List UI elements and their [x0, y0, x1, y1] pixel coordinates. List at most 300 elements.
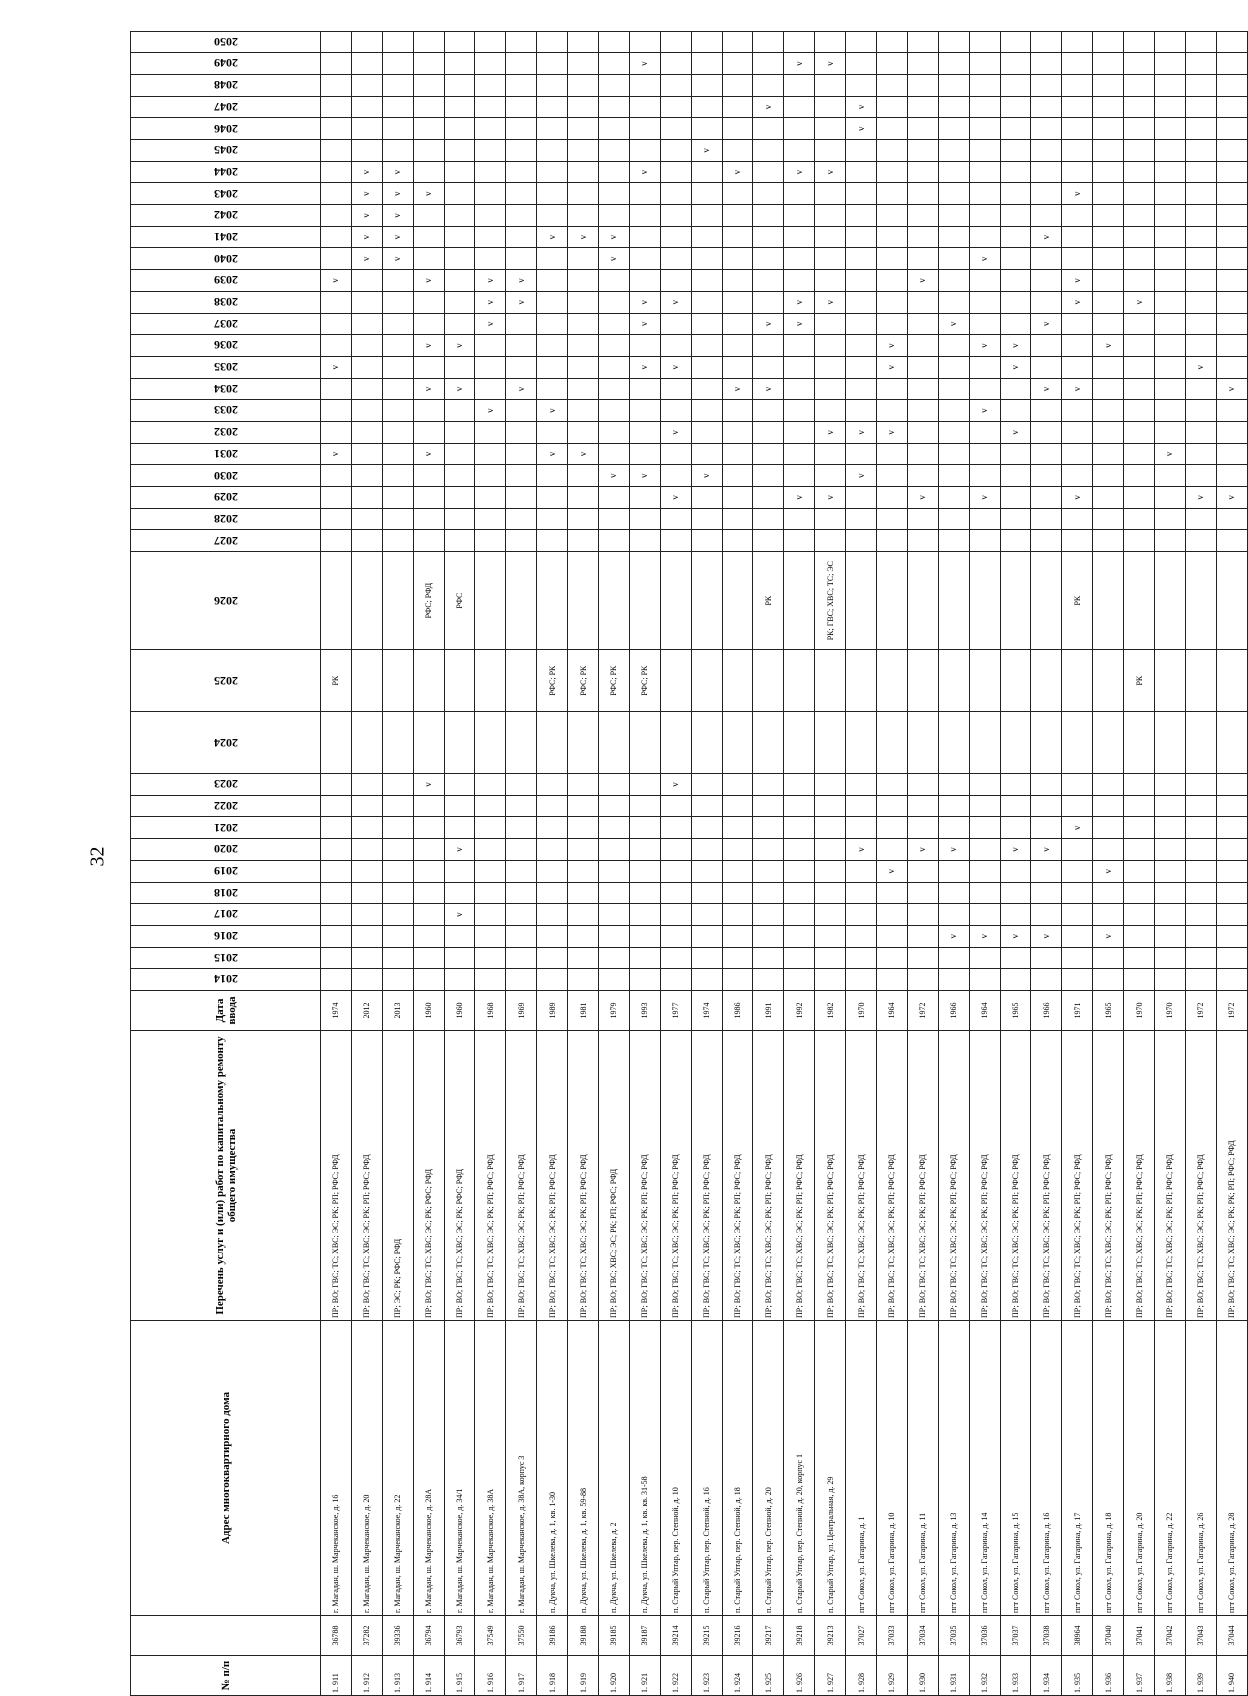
- empty-year-cell: [1216, 313, 1247, 335]
- cell-address: п. Дукча, ул. Шкелева, д. 2: [599, 1321, 630, 1616]
- empty-year-cell: [1062, 904, 1093, 926]
- empty-year-cell: [568, 270, 599, 292]
- empty-year-cell: [1062, 860, 1093, 882]
- empty-year-cell: [1185, 118, 1216, 140]
- empty-year-cell: [691, 335, 722, 357]
- empty-year-cell: [537, 313, 568, 335]
- empty-year-cell: [1031, 552, 1062, 650]
- empty-year-cell: [537, 882, 568, 904]
- empty-year-cell: [1155, 508, 1186, 530]
- empty-year-cell: [475, 226, 506, 248]
- empty-year-cell: [321, 817, 352, 839]
- cell-num: 1. 923: [691, 1656, 722, 1696]
- empty-year-cell: [506, 650, 537, 712]
- empty-year-cell: [907, 530, 938, 552]
- empty-year-cell: [969, 552, 1000, 650]
- empty-year-cell: [907, 118, 938, 140]
- empty-year-cell: [444, 650, 475, 712]
- empty-year-cell: [1155, 118, 1186, 140]
- empty-year-cell: [1216, 75, 1247, 97]
- empty-year-cell: [321, 969, 352, 991]
- empty-year-cell: [722, 947, 753, 969]
- cell-works: ПР; ВО; ГВС; ТС; ХВС; ЭС; РК; РП; РФС; РФД: [815, 1031, 846, 1321]
- header-year-2043: 2043: [131, 183, 321, 205]
- empty-year-cell: [877, 400, 908, 422]
- empty-year-cell: [1031, 465, 1062, 487]
- empty-year-cell: [1062, 400, 1093, 422]
- cell-id: 37034: [907, 1616, 938, 1656]
- empty-year-cell: [413, 487, 444, 509]
- empty-year-cell: [1216, 650, 1247, 712]
- empty-year-cell: [1155, 969, 1186, 991]
- empty-year-cell: [444, 118, 475, 140]
- empty-year-cell: [1093, 161, 1124, 183]
- check-mark: v: [413, 335, 444, 357]
- table-row: [1062, 31, 1093, 1695]
- check-mark: v: [938, 839, 969, 861]
- empty-year-cell: [629, 183, 660, 205]
- empty-year-cell: [1000, 947, 1031, 969]
- empty-year-cell: [413, 248, 444, 270]
- empty-year-cell: [1031, 487, 1062, 509]
- check-mark: v: [351, 226, 382, 248]
- empty-year-cell: [599, 882, 630, 904]
- header-year-2047: 2047: [131, 96, 321, 118]
- empty-year-cell: [382, 443, 413, 465]
- empty-year-cell: [629, 75, 660, 97]
- cell-address: пгт Сокол, ул. Гагарина, д. 28: [1216, 1321, 1247, 1616]
- empty-year-cell: [599, 161, 630, 183]
- empty-year-cell: [846, 508, 877, 530]
- empty-year-cell: [815, 817, 846, 839]
- empty-year-cell: [1185, 839, 1216, 861]
- empty-year-cell: [1000, 508, 1031, 530]
- empty-year-cell: [599, 925, 630, 947]
- empty-year-cell: [1216, 291, 1247, 313]
- empty-year-cell: [907, 183, 938, 205]
- empty-year-cell: [877, 552, 908, 650]
- cell-address: пгт Сокол, ул. Гагарина, д. 11: [907, 1321, 938, 1616]
- empty-year-cell: [382, 552, 413, 650]
- empty-year-cell: [382, 904, 413, 926]
- empty-year-cell: [1155, 183, 1186, 205]
- empty-year-cell: [969, 508, 1000, 530]
- empty-year-cell: [691, 774, 722, 796]
- empty-year-cell: [815, 118, 846, 140]
- empty-year-cell: [444, 31, 475, 53]
- empty-year-cell: [784, 925, 815, 947]
- cell-date: 1979: [599, 991, 630, 1031]
- empty-year-cell: [660, 925, 691, 947]
- empty-year-cell: [1031, 882, 1062, 904]
- empty-year-cell: [907, 248, 938, 270]
- empty-year-cell: [784, 400, 815, 422]
- cell-num: 1. 939: [1185, 1656, 1216, 1696]
- cell-address: г. Магадан, ш. Марчеканское, д. 34/1: [444, 1321, 475, 1616]
- check-mark: v: [969, 487, 1000, 509]
- cell-id: 39215: [691, 1616, 722, 1656]
- cell-id: 39186: [537, 1616, 568, 1656]
- work-code: РФС; РК: [599, 650, 630, 712]
- cell-num: 1. 921: [629, 1656, 660, 1696]
- empty-year-cell: [1124, 508, 1155, 530]
- empty-year-cell: [969, 291, 1000, 313]
- empty-year-cell: [537, 205, 568, 227]
- empty-year-cell: [877, 904, 908, 926]
- cell-id: 36788: [321, 1616, 352, 1656]
- empty-year-cell: [351, 313, 382, 335]
- empty-year-cell: [413, 860, 444, 882]
- empty-year-cell: [877, 947, 908, 969]
- empty-year-cell: [537, 378, 568, 400]
- empty-year-cell: [1031, 53, 1062, 75]
- empty-year-cell: [1216, 205, 1247, 227]
- empty-year-cell: [382, 31, 413, 53]
- header-year-2029: 2029: [131, 487, 321, 509]
- empty-year-cell: [1124, 183, 1155, 205]
- empty-year-cell: [877, 161, 908, 183]
- cell-address: пгт Сокол, ул. Гагарина, д. 15: [1000, 1321, 1031, 1616]
- empty-year-cell: [1062, 140, 1093, 162]
- check-mark: v: [629, 291, 660, 313]
- empty-year-cell: [1093, 774, 1124, 796]
- empty-year-cell: [784, 118, 815, 140]
- empty-year-cell: [1000, 140, 1031, 162]
- empty-year-cell: [722, 75, 753, 97]
- empty-year-cell: [1185, 422, 1216, 444]
- empty-year-cell: [691, 118, 722, 140]
- check-mark: v: [1031, 378, 1062, 400]
- empty-year-cell: [537, 774, 568, 796]
- empty-year-cell: [568, 508, 599, 530]
- empty-year-cell: [907, 774, 938, 796]
- empty-year-cell: [1124, 118, 1155, 140]
- empty-year-cell: [722, 487, 753, 509]
- check-mark: v: [568, 226, 599, 248]
- cell-id: 36793: [444, 1616, 475, 1656]
- empty-year-cell: [351, 795, 382, 817]
- empty-year-cell: [1093, 53, 1124, 75]
- cell-works: ПР; ВО; ГВС; ТС; ХВС; ЭС; РК; РП; РФС; РФД: [691, 1031, 722, 1321]
- empty-year-cell: [537, 53, 568, 75]
- check-mark: v: [475, 313, 506, 335]
- empty-year-cell: [969, 947, 1000, 969]
- empty-year-cell: [1216, 96, 1247, 118]
- header-year-2022: 2022: [131, 795, 321, 817]
- empty-year-cell: [1000, 487, 1031, 509]
- empty-year-cell: [599, 53, 630, 75]
- empty-year-cell: [568, 422, 599, 444]
- empty-year-cell: [444, 226, 475, 248]
- empty-year-cell: [753, 947, 784, 969]
- table-row: [382, 31, 413, 1695]
- empty-year-cell: [1216, 508, 1247, 530]
- empty-year-cell: [815, 969, 846, 991]
- empty-year-cell: [1216, 839, 1247, 861]
- empty-year-cell: [475, 712, 506, 774]
- check-mark: v: [351, 205, 382, 227]
- cell-id: 37550: [506, 1616, 537, 1656]
- empty-year-cell: [413, 947, 444, 969]
- empty-year-cell: [1155, 400, 1186, 422]
- empty-year-cell: [846, 335, 877, 357]
- empty-year-cell: [846, 904, 877, 926]
- empty-year-cell: [475, 465, 506, 487]
- empty-year-cell: [382, 969, 413, 991]
- cell-works: ПР; ВО; ГВС; ТС; ХВС; ЭС; РК; РП; РФС; РФД: [629, 1031, 660, 1321]
- check-mark: v: [1062, 270, 1093, 292]
- empty-year-cell: [321, 378, 352, 400]
- check-mark: v: [629, 161, 660, 183]
- empty-year-cell: [599, 400, 630, 422]
- empty-year-cell: [1124, 443, 1155, 465]
- empty-year-cell: [568, 378, 599, 400]
- empty-year-cell: [722, 313, 753, 335]
- cell-works: ПР; ВО; ГВС; ТС; ХВС; ЭС; РК; РП; РФС; РФД: [1093, 1031, 1124, 1321]
- empty-year-cell: [722, 969, 753, 991]
- empty-year-cell: [907, 925, 938, 947]
- cell-date: 1986: [722, 991, 753, 1031]
- empty-year-cell: [969, 205, 1000, 227]
- table-row: [568, 31, 599, 1695]
- check-mark: v: [1124, 291, 1155, 313]
- cell-works: ПР; ВО; ГВС; ТС; ХВС; ЭС; РК; РП; РФС; РФД: [506, 1031, 537, 1321]
- empty-year-cell: [1185, 313, 1216, 335]
- empty-year-cell: [382, 795, 413, 817]
- empty-year-cell: [660, 904, 691, 926]
- check-mark: v: [321, 443, 352, 465]
- empty-year-cell: [846, 248, 877, 270]
- empty-year-cell: [907, 96, 938, 118]
- empty-year-cell: [753, 183, 784, 205]
- empty-year-cell: [629, 487, 660, 509]
- empty-year-cell: [753, 53, 784, 75]
- empty-year-cell: [907, 882, 938, 904]
- header-year-2036: 2036: [131, 335, 321, 357]
- empty-year-cell: [660, 795, 691, 817]
- check-mark: v: [444, 904, 475, 926]
- empty-year-cell: [938, 860, 969, 882]
- empty-year-cell: [629, 205, 660, 227]
- empty-year-cell: [444, 508, 475, 530]
- empty-year-cell: [413, 53, 444, 75]
- empty-year-cell: [413, 422, 444, 444]
- header-year-2040: 2040: [131, 248, 321, 270]
- empty-year-cell: [969, 839, 1000, 861]
- empty-year-cell: [1093, 291, 1124, 313]
- empty-year-cell: [506, 335, 537, 357]
- cell-address: г. Магадан, ш. Марчеканское, д. 22: [382, 1321, 413, 1616]
- empty-year-cell: [784, 860, 815, 882]
- cell-id: 37043: [1185, 1616, 1216, 1656]
- empty-year-cell: [629, 552, 660, 650]
- empty-year-cell: [1000, 270, 1031, 292]
- empty-year-cell: [382, 508, 413, 530]
- empty-year-cell: [846, 487, 877, 509]
- check-mark: v: [907, 487, 938, 509]
- cell-date: 1969: [506, 991, 537, 1031]
- empty-year-cell: [413, 969, 444, 991]
- empty-year-cell: [969, 530, 1000, 552]
- empty-year-cell: [506, 400, 537, 422]
- check-mark: v: [846, 422, 877, 444]
- empty-year-cell: [1185, 248, 1216, 270]
- empty-year-cell: [413, 118, 444, 140]
- empty-year-cell: [969, 882, 1000, 904]
- empty-year-cell: [753, 904, 784, 926]
- empty-year-cell: [877, 140, 908, 162]
- empty-year-cell: [1000, 904, 1031, 926]
- cell-id: 39185: [599, 1616, 630, 1656]
- empty-year-cell: [599, 313, 630, 335]
- empty-year-cell: [1185, 552, 1216, 650]
- check-mark: v: [815, 487, 846, 509]
- empty-year-cell: [475, 443, 506, 465]
- empty-year-cell: [475, 650, 506, 712]
- empty-year-cell: [691, 860, 722, 882]
- empty-year-cell: [629, 795, 660, 817]
- empty-year-cell: [691, 400, 722, 422]
- empty-year-cell: [1031, 860, 1062, 882]
- empty-year-cell: [1216, 774, 1247, 796]
- empty-year-cell: [1093, 118, 1124, 140]
- empty-year-cell: [753, 31, 784, 53]
- empty-year-cell: [506, 205, 537, 227]
- empty-year-cell: [753, 530, 784, 552]
- empty-year-cell: [846, 552, 877, 650]
- empty-year-cell: [1124, 882, 1155, 904]
- empty-year-cell: [321, 860, 352, 882]
- cell-address: п. Старый Уптар, пер. Степной, д. 20: [753, 1321, 784, 1616]
- empty-year-cell: [568, 487, 599, 509]
- check-mark: v: [321, 270, 352, 292]
- empty-year-cell: [1000, 443, 1031, 465]
- empty-year-cell: [691, 947, 722, 969]
- empty-year-cell: [413, 161, 444, 183]
- empty-year-cell: [846, 378, 877, 400]
- check-mark: v: [1062, 487, 1093, 509]
- empty-year-cell: [1185, 183, 1216, 205]
- cell-id: 38964: [1062, 1616, 1093, 1656]
- empty-year-cell: [599, 291, 630, 313]
- table-row: [784, 31, 815, 1695]
- cell-num: 1. 932: [969, 1656, 1000, 1696]
- empty-year-cell: [877, 969, 908, 991]
- empty-year-cell: [321, 291, 352, 313]
- empty-year-cell: [599, 140, 630, 162]
- empty-year-cell: [938, 650, 969, 712]
- empty-year-cell: [660, 161, 691, 183]
- empty-year-cell: [321, 140, 352, 162]
- empty-year-cell: [351, 487, 382, 509]
- check-mark: v: [753, 313, 784, 335]
- header-works: Перечень услуг и (или) работ по капитальному ремонту общего имущества: [131, 1031, 321, 1321]
- check-mark: v: [846, 96, 877, 118]
- check-mark: v: [1031, 313, 1062, 335]
- empty-year-cell: [722, 465, 753, 487]
- empty-year-cell: [1155, 140, 1186, 162]
- empty-year-cell: [1000, 161, 1031, 183]
- empty-year-cell: [568, 839, 599, 861]
- empty-year-cell: [351, 860, 382, 882]
- empty-year-cell: [784, 248, 815, 270]
- empty-year-cell: [351, 530, 382, 552]
- empty-year-cell: [1093, 904, 1124, 926]
- header-year-2020: 2020: [131, 839, 321, 861]
- empty-year-cell: [475, 925, 506, 947]
- empty-year-cell: [1031, 712, 1062, 774]
- empty-year-cell: [1000, 795, 1031, 817]
- empty-year-cell: [1124, 226, 1155, 248]
- empty-year-cell: [568, 712, 599, 774]
- empty-year-cell: [753, 839, 784, 861]
- empty-year-cell: [1093, 795, 1124, 817]
- cell-date: 1989: [537, 991, 568, 1031]
- empty-year-cell: [537, 335, 568, 357]
- empty-year-cell: [784, 183, 815, 205]
- empty-year-cell: [1185, 947, 1216, 969]
- empty-year-cell: [938, 443, 969, 465]
- empty-year-cell: [444, 400, 475, 422]
- empty-year-cell: [1062, 925, 1093, 947]
- empty-year-cell: [568, 969, 599, 991]
- check-mark: v: [321, 356, 352, 378]
- empty-year-cell: [907, 947, 938, 969]
- cell-num: 1. 937: [1124, 1656, 1155, 1696]
- cell-num: 1. 933: [1000, 1656, 1031, 1696]
- cell-works: ПР; ВО; ГВС; ХВС; ЭС; РК; РП; РФС; РФД: [599, 1031, 630, 1321]
- empty-year-cell: [660, 183, 691, 205]
- header-year-2023: 2023: [131, 774, 321, 796]
- empty-year-cell: [753, 443, 784, 465]
- cell-address: п. Старый Уптар, пер. Степной, д. 18: [722, 1321, 753, 1616]
- empty-year-cell: [1216, 248, 1247, 270]
- empty-year-cell: [1185, 925, 1216, 947]
- cell-id: 37027: [846, 1616, 877, 1656]
- empty-year-cell: [475, 487, 506, 509]
- cell-id: 37038: [1031, 1616, 1062, 1656]
- header-year-2045: 2045: [131, 140, 321, 162]
- cell-num: 1. 936: [1093, 1656, 1124, 1696]
- empty-year-cell: [444, 75, 475, 97]
- empty-year-cell: [599, 183, 630, 205]
- empty-year-cell: [877, 465, 908, 487]
- empty-year-cell: [413, 712, 444, 774]
- cell-works: ПР; ВО; ГВС; ТС; ХВС; ЭС; РК; РП; РФС; РФД: [938, 1031, 969, 1321]
- empty-year-cell: [815, 839, 846, 861]
- empty-year-cell: [568, 947, 599, 969]
- empty-year-cell: [691, 552, 722, 650]
- empty-year-cell: [382, 839, 413, 861]
- empty-year-cell: [537, 140, 568, 162]
- empty-year-cell: [537, 356, 568, 378]
- empty-year-cell: [475, 882, 506, 904]
- empty-year-cell: [1216, 118, 1247, 140]
- cell-date: 1964: [877, 991, 908, 1031]
- empty-year-cell: [506, 96, 537, 118]
- cell-works: ПР; ВО; ГВС; ТС; ХВС; ЭС; РК; РП; РФС; РФД: [907, 1031, 938, 1321]
- empty-year-cell: [1031, 508, 1062, 530]
- empty-year-cell: [784, 335, 815, 357]
- empty-year-cell: [691, 508, 722, 530]
- cell-id: 36794: [413, 1616, 444, 1656]
- empty-year-cell: [475, 335, 506, 357]
- empty-year-cell: [1093, 96, 1124, 118]
- empty-year-cell: [1062, 335, 1093, 357]
- cell-works: ПР; ВО; ГВС; ТС; ХВС; ЭС; РК; РП; РФС; РФД: [877, 1031, 908, 1321]
- empty-year-cell: [969, 31, 1000, 53]
- check-mark: v: [815, 422, 846, 444]
